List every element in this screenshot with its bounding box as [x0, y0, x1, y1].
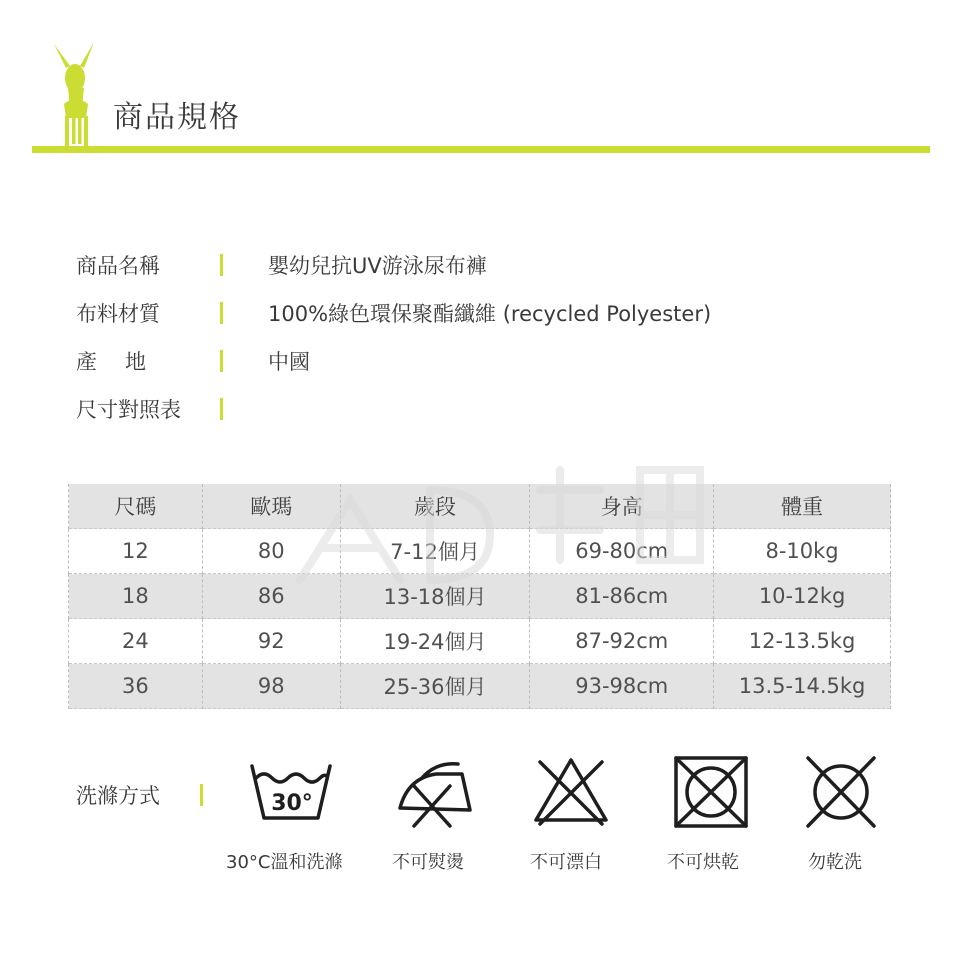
- page-title: 商品規格: [113, 100, 241, 135]
- table-cell: 93-98cm: [530, 664, 714, 709]
- spec-value: 中國: [268, 350, 310, 374]
- table-cell: 10-12kg: [714, 574, 891, 619]
- table-cell: 92: [202, 619, 340, 664]
- table-header: 尺碼: [69, 484, 203, 529]
- table-cell: 80: [202, 529, 340, 574]
- table-cell: 19-24個月: [340, 619, 530, 664]
- header-rule: [32, 146, 930, 153]
- table-row: [69, 619, 891, 664]
- care-caption: 不可熨燙: [392, 852, 464, 873]
- no-tumble-dry-icon: [666, 752, 756, 832]
- care-label: 洗滌方式: [76, 784, 160, 808]
- wash-temperature: 30°: [271, 791, 313, 816]
- table-cell: 98: [202, 664, 340, 709]
- no-iron-icon: [386, 752, 476, 832]
- spec-row-material: [76, 298, 836, 330]
- spec-divider: [220, 398, 223, 420]
- spec-value: 100%綠色環保聚酯纖維 (recycled Polyester): [268, 302, 712, 326]
- table-header-row: [69, 484, 891, 529]
- spec-row-origin: [76, 346, 776, 378]
- table-cell: 12: [69, 529, 203, 574]
- spec-divider: [220, 350, 223, 372]
- no-bleach-icon: [526, 752, 616, 832]
- table-cell: 36: [69, 664, 203, 709]
- table-cell: 8-10kg: [714, 529, 891, 574]
- table-cell: 86: [202, 574, 340, 619]
- table-cell: 13.5-14.5kg: [714, 664, 891, 709]
- care-caption: 不可漂白: [530, 852, 602, 873]
- wash-30-icon: [246, 752, 336, 832]
- spec-label: 產地: [76, 350, 174, 374]
- table-row: [69, 664, 891, 709]
- spec-divider: [220, 254, 223, 276]
- spec-row-name: [76, 250, 776, 282]
- table-header: 歲段: [340, 484, 530, 529]
- table-header: 體重: [714, 484, 891, 529]
- header: [0, 0, 960, 160]
- table-row: [69, 574, 891, 619]
- spec-label: 布料材質: [76, 302, 160, 326]
- care-caption: 30°C溫和洗滌: [226, 852, 343, 873]
- table-cell: 69-80cm: [530, 529, 714, 574]
- spec-label: 尺寸對照表: [76, 398, 181, 422]
- table-cell: 7-12個月: [340, 529, 530, 574]
- size-table: [68, 484, 891, 709]
- table-cell: 18: [69, 574, 203, 619]
- table-cell: 25-36個月: [340, 664, 530, 709]
- spec-divider: [220, 302, 223, 324]
- care-divider: [200, 784, 203, 806]
- care-caption: 勿乾洗: [808, 852, 862, 873]
- spec-label: 商品名稱: [76, 254, 160, 278]
- spec-value: 嬰幼兒抗UV游泳尿布褲: [268, 254, 487, 278]
- table-cell: 87-92cm: [530, 619, 714, 664]
- table-cell: 81-86cm: [530, 574, 714, 619]
- table-row: [69, 529, 891, 574]
- table-cell: 24: [69, 619, 203, 664]
- table-cell: 12-13.5kg: [714, 619, 891, 664]
- table-cell: 13-18個月: [340, 574, 530, 619]
- deer-logo-icon: [44, 38, 104, 150]
- no-dry-clean-icon: [796, 752, 886, 832]
- table-header: 身高: [530, 484, 714, 529]
- spec-row-size-chart: [76, 394, 776, 426]
- table-header: 歐瑪: [202, 484, 340, 529]
- care-caption: 不可烘乾: [667, 852, 739, 873]
